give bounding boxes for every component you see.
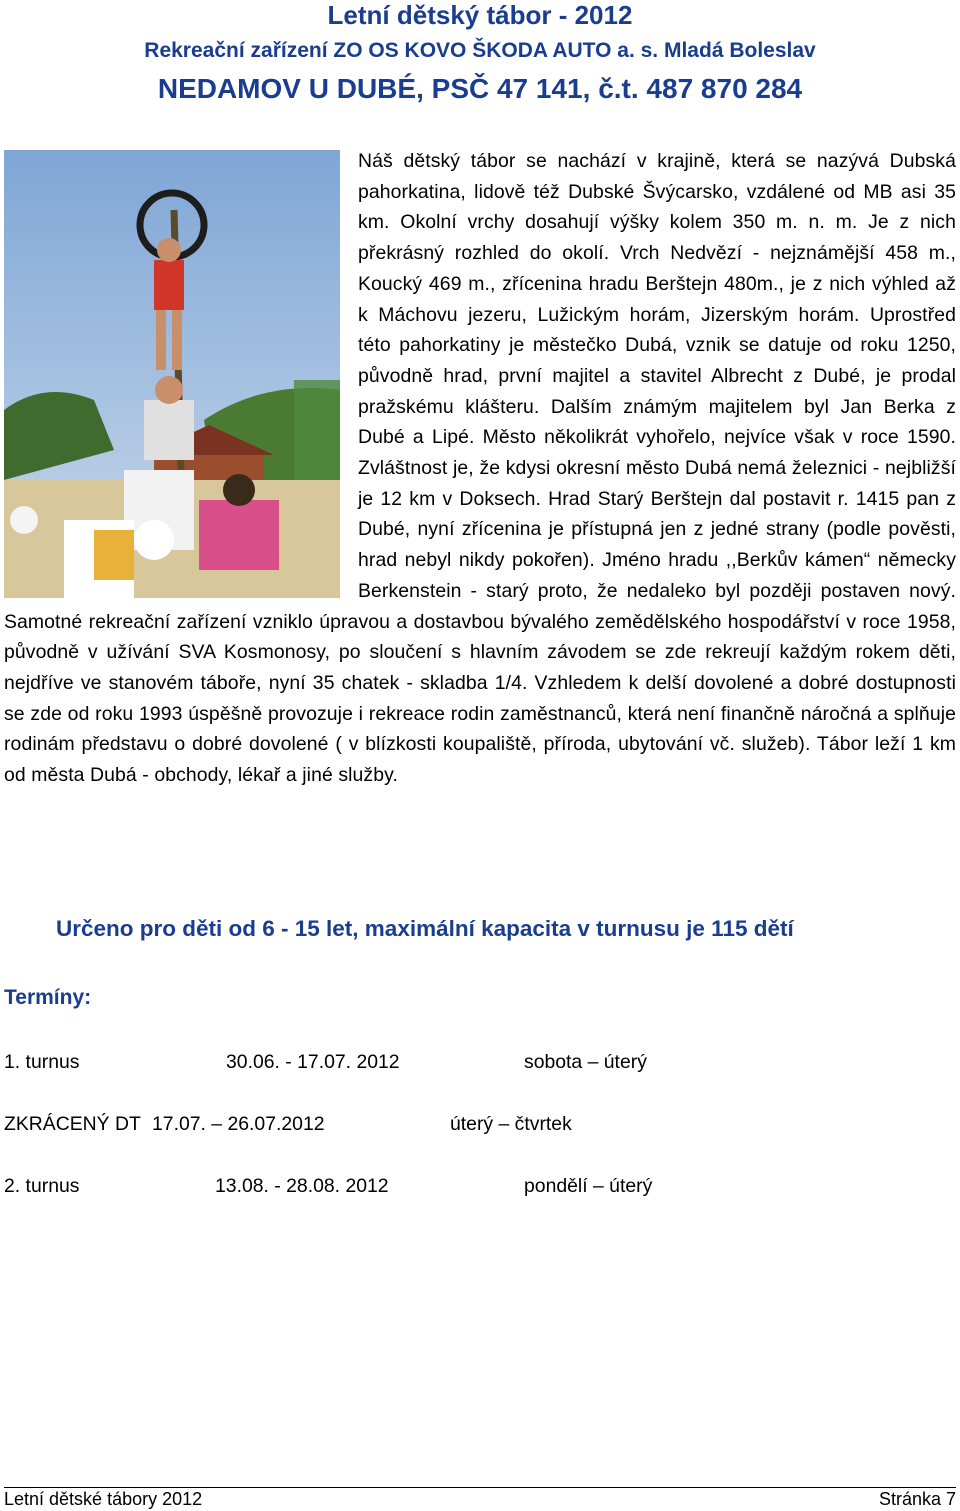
term-3-days: pondělí – úterý [524,1175,653,1197]
term-1-name: 1. turnus [4,1051,80,1073]
photo-spacer [4,146,358,606]
term-2-dates: 17.07. – 26.07.2012 [152,1113,325,1135]
document-header [0,0,960,106]
term-3-name: 2. turnus [4,1175,80,1197]
term-2-name: ZKRÁCENÝ DT [4,1113,141,1135]
footer-divider [4,1487,956,1488]
footer-title: Letní dětské tábory 2012 [4,1489,203,1509]
term-1-dates: 30.06. - 17.07. 2012 [226,1051,400,1073]
term-1-days: sobota – úterý [524,1051,647,1073]
term-3-dates: 13.08. - 28.08. 2012 [215,1175,389,1197]
terms-heading: Termíny: [4,986,92,1009]
header-facility: Rekreační zařízení ZO OS KOVO ŠKODA AUTO a. s. Mladá Boleslav [144,39,816,62]
header-address: NEDAMOV U DUBÉ, PSČ 47 141, č.t. 487 870 284 [157,73,803,104]
term-2-days: úterý – čtvrtek [450,1113,572,1135]
capacity-highlight: Určeno pro děti od 6 - 15 let, maximální kapacita v turnusu je 115 dětí [56,916,794,941]
page-number: Stránka 7 [878,1489,956,1509]
description-paragraph [4,146,956,791]
header-title: Letní dětský tábor - 2012 [327,0,633,30]
description-text: Náš dětský tábor se nachází v krajině, která se nazývá Dubská pahorkatina, lidově též Dubské Švýcarsko, vzdálené od MB asi 35 km. Okolní vrchy dosahují výšky kolem 350 m. n. m. Je z nich překrásný rozhled do okolí. Vrch Nedvězí - nejznámější 458 m., Koucký 469 m., zřícenina hradu Berštejn 480m., je z nich výhled až k Máchovu jezeru, Lužickým horám, Jizerským horám. Uprostřed této pahorkatiny je městečko Dubá, vznik se datuje od roku 1250, původně hrad, první majitel a stavitel Albrecht z Dubé, je prodal pražskému klášteru. Dalším známým majitelem byl Jan Berka z Dubé a Lipé. Město několikrát vyhořelo, nejvíce však v roce 1590. Zvláštnost je, že kdysi okresní město Dubá nemá železnici - nejbližší je 12 km v Doksech. Hrad Starý Berštejn dal postavit r. 1415 pan z Dubé, nyní zřícenina je přístupná jen z jedné strany (podle pověsti, hrad nebyl nikdy pokořen). Jméno hradu ,,Berkův kámen“ německy Berkenstein - starý proto, že nedaleko byl později postaven nový. Samotné rekreační zařízení vzniklo úpravou a dostavbou bývalého zemědělského hospodářství v roce 1958, původně v užívání SVA Kosmonosy, po sloučení s hlavním závodem se zde rekreují každým rokem děti, nejdříve ve stanovém táboře, nyní 35 chatek - skladba 1/4. Vzhledem k delší dovolené a dobré dostupnosti se zde od roku 1993 úspěšně provozuje i rekreace rodin zaměstnanců, která není finančně náročná a splňuje rodinám představu o dobré dovolené ( v blízkosti koupaliště, příroda, ubytování vč. služeb). Tábor leží 1 km od města Dubá - obchody, lékař a jiné služby. [4,150,956,787]
